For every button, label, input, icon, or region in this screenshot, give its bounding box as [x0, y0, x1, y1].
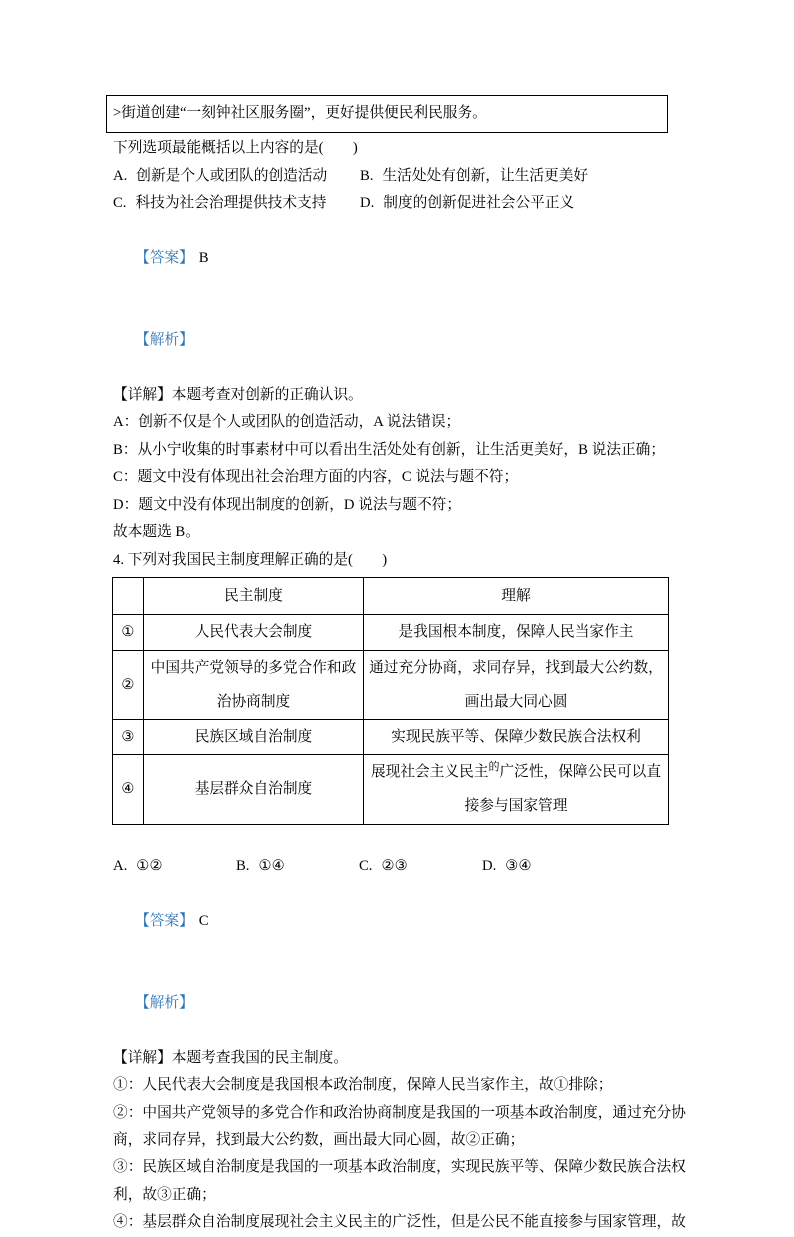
- document-content: [113, 95, 693, 1237]
- q3-option-a-label: A.: [113, 167, 128, 184]
- q3-option-c-text: 科技为社会治理提供技术支持: [135, 195, 327, 212]
- q4-options-row: [113, 853, 693, 880]
- q3-answer-line: [113, 218, 693, 300]
- q4-option-d-label: D.: [482, 857, 497, 874]
- q3-option-d-label: D.: [360, 195, 375, 212]
- q3-stem: 下列选项最能概括以上内容的是( ): [113, 140, 358, 157]
- table-row-num: ①: [113, 614, 144, 650]
- q3-explanation-line: A：创新不仅是个人或团队的创造活动，A 说法错误；: [113, 414, 461, 431]
- q3-option-d-text: 制度的创新促进社会公平正义: [383, 195, 575, 212]
- q4-option-d-text: ③④: [505, 857, 532, 874]
- q3-option-b-label: B.: [360, 167, 374, 184]
- q3-option-a: [113, 163, 360, 190]
- q4-option-a-label: A.: [113, 857, 128, 874]
- q4-answer-value: C: [198, 912, 209, 929]
- source-material-box: [106, 95, 668, 133]
- q4-explanation-line: ④：基层群众自治制度展现社会主义民主的广泛性，但是公民不能直接参与国家管理，故: [113, 1214, 686, 1231]
- q4-analysis-line: [113, 963, 693, 1045]
- q4-answer-label: 【答案】: [135, 912, 194, 929]
- table-row-understanding: [364, 754, 669, 824]
- q4-answer-line: [113, 880, 693, 962]
- table-row-understanding: 是我国根本制度，保障人民当家作主: [364, 614, 669, 650]
- q3-explanation-line: D：题文中没有体现出制度的创新，D 说法与题不符；: [113, 496, 462, 513]
- q3-option-d: [360, 190, 574, 217]
- q4-explanation-line: ②：中国共产党领导的多党合作和政治协商制度是我国的一项基本政治制度，通过充分协: [113, 1104, 686, 1121]
- table-row-system: 人民代表大会制度: [144, 614, 364, 650]
- q4-explanation-line: 利，故③正确；: [113, 1186, 216, 1203]
- table-header-row: [113, 577, 669, 614]
- q3-option-a-text: 创新是个人或团队的创造活动: [136, 167, 328, 184]
- q3-option-c: [113, 190, 360, 217]
- table-row-system: 民族区域自治制度: [144, 719, 364, 754]
- q4-analysis-label: 【解析】: [135, 994, 194, 1011]
- q3-analysis-line: [113, 300, 693, 382]
- q4-explanation-line: ①：人民代表大会制度是我国根本政治制度，保障人民当家作主，故①排除；: [113, 1077, 613, 1094]
- q4-option-b: [236, 853, 359, 880]
- q4-option-c-text: ②③: [381, 857, 408, 874]
- q3-options-row-2: [113, 190, 693, 217]
- table-row-understanding: 通过充分协商，求同存异，找到最大公约数，画出最大同心圆: [364, 650, 669, 719]
- q4-option-d: [482, 853, 532, 880]
- q3-answer-label: 【答案】: [135, 250, 194, 267]
- q3-option-b-text: 生活处处有创新，让生活更美好: [382, 167, 589, 184]
- q3-analysis-label: 【解析】: [135, 332, 194, 349]
- understanding-text-post: 广泛性，保障公民可以直接参与国家管理: [464, 764, 662, 815]
- table-row-system: 中国共产党领导的多党合作和政治协商制度: [144, 650, 364, 719]
- source-material-text: >街道创建“一刻钟社区服务圈”，更好提供便民利民服务。: [113, 105, 487, 121]
- table-row: [113, 614, 669, 650]
- table-row-understanding: 实现民族平等、保障少数民族合法权利: [364, 719, 669, 754]
- table-row-system: 基层群众自治制度: [144, 754, 364, 824]
- q4-option-b-text: ①④: [258, 857, 285, 874]
- table-row-num: ④: [113, 754, 144, 824]
- table-row: [113, 650, 669, 719]
- q4-detail-line: 【详解】本题考查我国的民主制度。: [113, 1049, 349, 1066]
- q4-explanation-line: 商，求同存异，找到最大公约数，画出最大同心圆，故②正确；: [113, 1131, 525, 1148]
- q4-option-c: [359, 853, 482, 880]
- table-row-num: ②: [113, 650, 144, 719]
- q4-stem: 4. 下列对我国民主制度理解正确的是( ): [113, 551, 388, 568]
- democracy-systems-table: [112, 577, 669, 825]
- table-header-understanding: 理解: [364, 577, 669, 614]
- q3-answer-value: B: [198, 250, 209, 267]
- q3-conclusion-line: 故本题选 B。: [113, 524, 200, 541]
- q3-option-b: [360, 163, 588, 190]
- q3-explanation-line: C：题文中没有体现出社会治理方面的内容，C 说法与题不符；: [113, 469, 519, 486]
- q3-detail-line: 【详解】本题考查对创新的正确认识。: [113, 387, 363, 404]
- table-row: [113, 754, 669, 824]
- q4-option-c-label: C.: [359, 857, 373, 874]
- understanding-text-pre: 展现社会主义民主: [370, 764, 489, 781]
- q4-option-a: [113, 853, 236, 880]
- table-row-num: ③: [113, 719, 144, 754]
- table-header-blank: [113, 577, 144, 614]
- q4-option-b-label: B.: [236, 857, 250, 874]
- table-row: [113, 719, 669, 754]
- q4-option-a-text: ①②: [136, 857, 163, 874]
- q3-explanation-line: B：从小宁收集的时事素材中可以看出生活处处有创新，让生活更美好，B 说法正确；: [113, 441, 666, 458]
- q3-option-c-label: C.: [113, 195, 127, 212]
- understanding-superscript: 的: [488, 761, 500, 774]
- table-header-system: 民主制度: [144, 577, 364, 614]
- q4-explanation-line: ③：民族区域自治制度是我国的一项基本政治制度，实现民族平等、保障少数民族合法权: [113, 1159, 686, 1176]
- q3-options-row-1: [113, 163, 693, 190]
